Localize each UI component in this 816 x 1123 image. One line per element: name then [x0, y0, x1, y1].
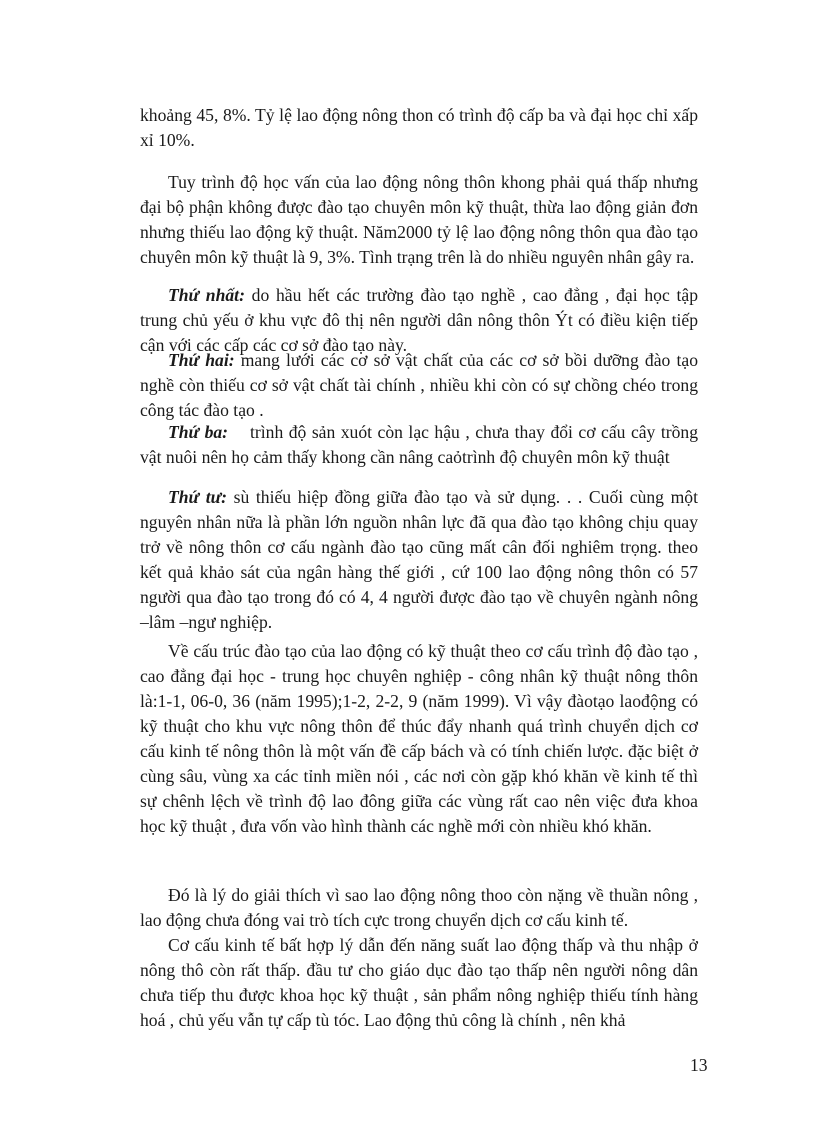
paragraph-1-text: khoảng 45, 8%. Tỷ lệ lao động nông thon có trình độ cấp ba và đại học chỉ xấp xỉ 10%.: [140, 105, 698, 150]
paragraph-2: [140, 170, 698, 270]
paragraph-9-text: Cơ cấu kinh tế bất hợp lý dẫn đến năng suất lao động thấp và thu nhập ở nông thô còn rất thấp. đầu tư cho giáo dục đào tạo thấp nên người nông dân chưa tiếp thu được khoa học kỹ thuật , sản phẩm nông nghiệp thiếu tính hàng hoá , chủ yếu vẫn tự cấp tù tóc. Lao động thủ công là chính , nên khả: [140, 935, 698, 1030]
paragraph-6: [140, 485, 698, 635]
paragraph-8-text: Đó là lý do giải thích vì sao lao động nông thoo còn nặng về thuần nông , lao động chưa đóng vai trò tích cực trong chuyển dịch cơ cấu kinh tế.: [140, 885, 698, 930]
paragraph-2-text: Tuy trình độ học vấn của lao động nông thôn khong phải quá thấp nhưng đại bộ phận không được đào tạo chuyên môn kỹ thuật, thừa lao động giản đơn nhưng thiếu lao động kỹ thuật. Năm2000 tỷ lệ lao động nông thôn qua đào tạo chuyên môn kỹ thuật là 9, 3%. Tình trạng trên là do nhiều nguyên nhân gây ra.: [140, 172, 698, 267]
paragraph-6-lead: Thứ tư:: [168, 487, 227, 507]
paragraph-7-text: Về cấu trúc đào tạo của lao động có kỹ thuật theo cơ cấu trình độ đào tạo , cao đẳng đại học - trung học chuyên nghiệp - công nhân kỹ thuật nông thôn là:1-1, 06-0, 36 (năm 1995);1-2, 2-2, 9 (năm 1999). Vì vậy đàotạo laođộng có kỹ thuật cho khu vực nông thôn để thúc đẩy nhanh quá trình chuyển dịch cơ cấu kinh tế nông thôn là một vấn đề cấp bách và có tính chiến lược. đặc biệt ở cùng sâu, vùng xa các tỉnh miền nói , các nơi còn gặp khó khăn về kinh tế thì sự chênh lệch về trình độ lao đông giữa các vùng rất cao nên việc đưa khoa học kỹ thuật , đưa vốn vào hình thành các nghề mới còn nhiều khó khăn.: [140, 641, 698, 836]
paragraph-5: [140, 420, 703, 470]
paragraph-5-lead: Thứ ba:: [168, 422, 229, 442]
paragraph-3: [140, 283, 698, 358]
paragraph-4-lead: Thứ hai:: [168, 350, 235, 370]
paragraph-3-lead: Thứ nhất:: [168, 285, 245, 305]
paragraph-9: [140, 933, 698, 1033]
paragraph-5-text: trình độ sản xuót còn lạc hậu , chưa thay đổi cơ cấu cây trồng vật nuôi nên họ cảm thấy khong cần nâng caỏtrình độ chuyên môn kỹ thuật: [140, 422, 703, 467]
paragraph-7: [140, 639, 698, 839]
paragraph-3-text: do hầu hết các trường đào tạo nghề , cao đẳng , đại học tập trung chủ yếu ở khu vực đô thị nên người dân nông thôn Ýt có điều kiện tiếp cận với các cấp các cơ sở đào tạo này.: [140, 285, 698, 355]
paragraph-1: [140, 103, 698, 153]
page-number: 13: [690, 1055, 708, 1075]
paragraph-4-text: mang lưới các cơ sở vật chất của các cơ sở bồi dưỡng đào tạo nghề còn thiếu cơ sở vật chất tài chính , nhiều khi còn có sự chồng chéo trong công tác đào tạo .: [140, 350, 698, 420]
paragraph-4: [140, 348, 698, 423]
paragraph-6-text: sù thiếu hiệp đồng giữa đào tạo và sử dụng. . . Cuối cùng một nguyên nhân nữa là phần lớn nguồn nhân lực đã qua đào tạo không chịu quay trở về nông thôn cơ cấu ngành đào tạo cũng mất cân đối nghiêm trọng. theo kết quả khảo sát của ngân hàng thế giới , cứ 100 lao động nông thôn có 57 người qua đào tạo trong đó có 4, 4 người được đào tạo về chuyên ngành nông –lâm –ngư nghiệp.: [140, 487, 698, 632]
paragraph-8: [140, 883, 698, 933]
